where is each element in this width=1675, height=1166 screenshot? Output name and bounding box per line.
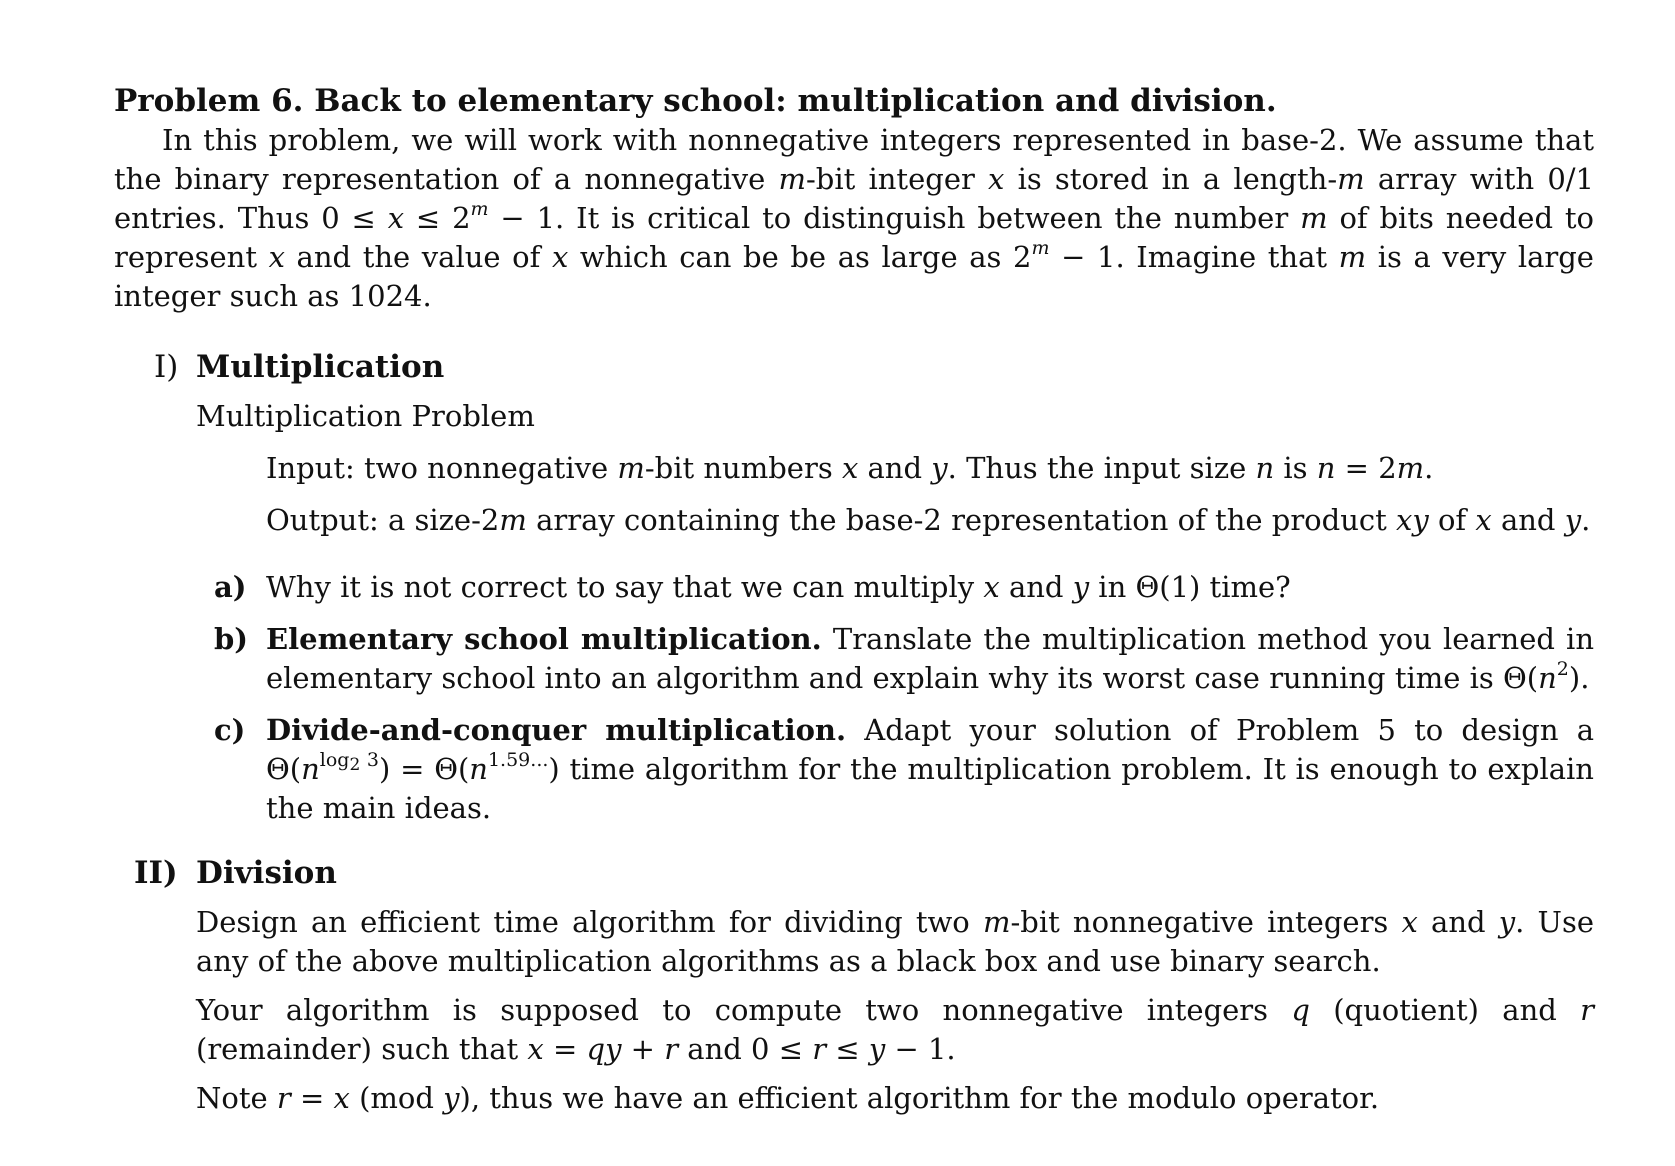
- math-var: x: [387, 201, 405, 235]
- text: (mod: [349, 1081, 444, 1115]
- math-var: x: [841, 451, 859, 485]
- math-var: m: [1300, 201, 1328, 235]
- math-var: n: [301, 752, 320, 786]
- text: Why it is not correct to say that we can multiply: [266, 570, 984, 604]
- math-var: r: [664, 1032, 679, 1066]
- math-var: y: [1564, 503, 1582, 537]
- math-var: x: [551, 240, 569, 274]
- question-list: [214, 568, 1594, 828]
- math-var: x: [268, 240, 285, 274]
- math-superscript: 1.59...: [487, 749, 549, 771]
- text: .: [1424, 451, 1434, 485]
- text: In this problem, we will work with nonnegative integers represented in base-2. We assume that the binary representation of a nonnegative: [114, 123, 1594, 196]
- math-var: r: [276, 1081, 291, 1115]
- text: .: [1581, 503, 1591, 537]
- text: = 2: [1335, 451, 1397, 485]
- section-multiplication-heading: [114, 348, 1594, 387]
- text: ), thus we have an efficient algorithm for the modulo operator.: [459, 1081, 1380, 1115]
- question-item: [214, 711, 1594, 828]
- division-paragraph: [196, 991, 1594, 1069]
- text: of bits needed to represent: [114, 201, 1595, 274]
- math-var: qy: [586, 1032, 622, 1066]
- math-var: x: [1475, 503, 1492, 537]
- math-superscript: 2: [1556, 658, 1569, 680]
- text: Input: two nonnegative: [266, 451, 618, 485]
- math-superscript: m: [1031, 237, 1050, 259]
- math-var: n: [469, 752, 488, 786]
- section-title: Division: [196, 855, 337, 891]
- text: -bit integer: [806, 162, 989, 196]
- text: array with 0/1 entries. Thus 0 ≤: [114, 162, 1594, 235]
- math-var: m: [1337, 162, 1365, 196]
- question-item: [214, 620, 1594, 698]
- text: log: [319, 749, 350, 771]
- output-spec: [266, 501, 1594, 540]
- text: . Use any of the above multiplication algorithms as a black box and use binary search.: [196, 905, 1595, 978]
- text: is a very large integer such as 1024.: [114, 240, 1594, 313]
- math-var: m: [982, 905, 1011, 939]
- text: − 1. Imagine that: [1049, 240, 1339, 274]
- math-var: r: [1580, 993, 1595, 1027]
- math-var: m: [1396, 451, 1425, 485]
- math-var: x: [983, 570, 1000, 604]
- division-paragraph: [196, 1079, 1594, 1118]
- text: and the value of: [284, 240, 552, 274]
- text: which can be be as large as 2: [568, 240, 1032, 274]
- math-var: m: [617, 451, 645, 485]
- math-var: xy: [1396, 503, 1429, 537]
- math-var: y: [868, 1032, 886, 1066]
- item-title: Divide-and-conquer multiplication.: [266, 713, 847, 747]
- text: ).: [1568, 661, 1590, 695]
- division-paragraph: [196, 903, 1594, 981]
- text: and 0 ≤: [678, 1032, 813, 1066]
- intro-paragraph: [114, 121, 1594, 316]
- text: Note: [196, 1081, 277, 1115]
- math-var: q: [1291, 993, 1310, 1027]
- text: (remainder) such that: [196, 1032, 528, 1066]
- text: ≤: [826, 1032, 869, 1066]
- section-division-heading: [114, 854, 1594, 893]
- text: +: [621, 1032, 665, 1066]
- text: -bit numbers: [644, 451, 842, 485]
- item-label: c): [214, 713, 246, 747]
- math-var: x: [988, 162, 1005, 196]
- math-var: m: [499, 503, 527, 537]
- text: Design an efficient time algorithm for dividing two: [196, 905, 983, 939]
- section-number: II): [134, 855, 178, 891]
- math-subscript: 2: [349, 755, 361, 775]
- text: ) time algorithm for the multiplication problem. It is enough to explain the main ideas.: [266, 752, 1594, 825]
- math-var: y: [931, 451, 948, 485]
- text: ≤ 2: [404, 201, 471, 235]
- text: Adapt your solution of Problem 5 to design a Θ(: [266, 713, 1594, 786]
- text: . Thus the input size: [947, 451, 1256, 485]
- text: ) = Θ(: [379, 752, 470, 786]
- problem-document: [114, 82, 1594, 1118]
- section-number: I): [154, 349, 179, 385]
- text: in Θ(1) time?: [1089, 570, 1291, 604]
- text: =: [290, 1081, 334, 1115]
- math-var: y: [1072, 570, 1090, 604]
- math-var: x: [527, 1032, 544, 1066]
- math-superscript: m: [470, 198, 489, 220]
- math-var: x: [333, 1081, 350, 1115]
- question-item: [214, 568, 1594, 607]
- text: 3: [360, 749, 379, 771]
- math-var: n: [1538, 661, 1557, 695]
- text: and: [858, 451, 932, 485]
- section-title: Multiplication: [196, 349, 445, 385]
- text: of: [1428, 503, 1476, 537]
- text: Output: a size-2: [266, 503, 500, 537]
- text: and: [999, 570, 1073, 604]
- text: Translate the multiplication method you learned in elementary school into an algorithm and explain why its worst case running time is Θ(: [266, 622, 1594, 695]
- math-var: x: [1401, 905, 1418, 939]
- problem-title: Problem 6. Back to elementary school: multiplication and division.: [114, 83, 1277, 119]
- math-var: m: [1338, 240, 1367, 274]
- math-superscript: [319, 749, 379, 775]
- division-body: [196, 903, 1594, 1118]
- item-title: Elementary school multiplication.: [266, 622, 822, 656]
- item-label: b): [214, 622, 248, 656]
- math-var: r: [812, 1032, 827, 1066]
- text: -bit nonnegative integers: [1010, 905, 1402, 939]
- text: is stored in a length-: [1004, 162, 1338, 196]
- text: − 1.: [885, 1032, 956, 1066]
- text: is: [1274, 451, 1317, 485]
- problem-definition: [266, 449, 1594, 540]
- text: Your algorithm is supposed to compute two nonnegative integers: [196, 993, 1292, 1027]
- text: array containing the base-2 representation of the product: [526, 503, 1396, 537]
- input-spec: [266, 449, 1594, 488]
- math-var: y: [1498, 905, 1516, 939]
- text: and: [1417, 905, 1499, 939]
- section-subheading: Multiplication Problem: [196, 399, 535, 433]
- math-var: m: [778, 162, 806, 196]
- math-var: n: [1255, 451, 1275, 485]
- math-var: n: [1316, 451, 1336, 485]
- math-var: y: [443, 1081, 460, 1115]
- text: − 1. It is critical to distinguish between the number: [488, 201, 1301, 235]
- item-label: a): [214, 570, 247, 604]
- text: =: [543, 1032, 587, 1066]
- text: and: [1491, 503, 1565, 537]
- text: (quotient) and: [1309, 993, 1581, 1027]
